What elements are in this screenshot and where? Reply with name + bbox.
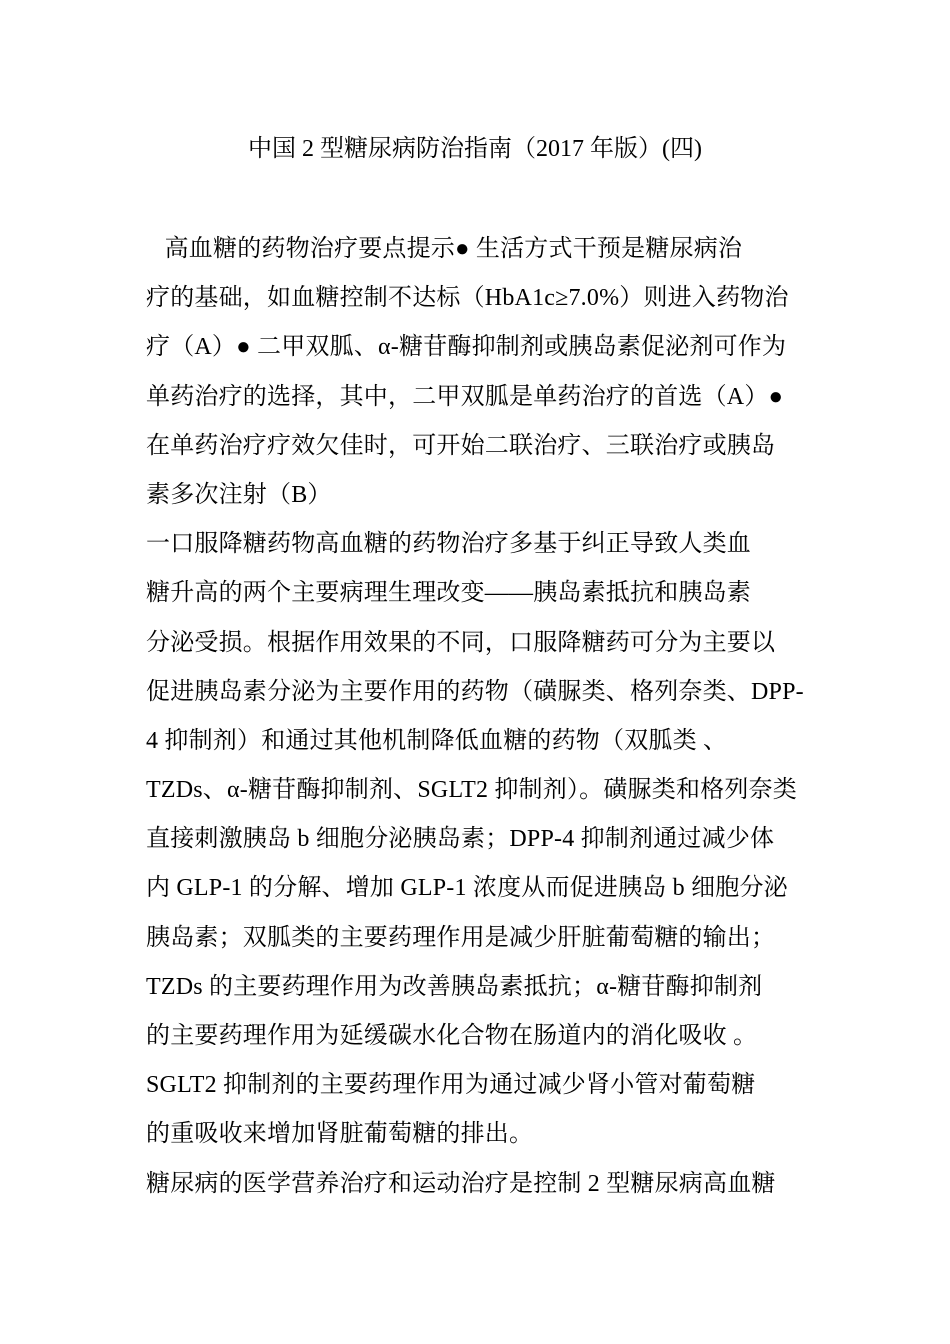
body-line: 在单药治疗疗效欠佳时，可开始二联治疗、三联治疗或胰岛	[146, 432, 776, 459]
body-line: 4 抑制剂）和通过其他机制降低血糖的药物（双胍类 、	[146, 727, 728, 754]
body-line: 糖尿病的医学营养治疗和运动治疗是控制 2 型糖尿病高血糖	[146, 1170, 776, 1197]
body-line: 高血糖的药物治疗要点提示● 生活方式干预是糖尿病治	[146, 236, 743, 262]
body-line: 一口服降糖药物高血糖的药物治疗多基于纠正导致人类血	[146, 531, 751, 558]
body-line: 分泌受损。根据作用效果的不同，口服降糖药可分为主要以	[146, 629, 776, 656]
body-line: 的主要药理作用为延缓碳水化合物在肠道内的消化吸收 。	[146, 1023, 758, 1049]
body-line: 胰岛素；双胍类的主要药理作用是减少肝脏葡萄糖的输出；	[146, 924, 776, 951]
body-line: SGLT2 抑制剂的主要药理作用为通过减少肾小管对葡萄糖	[146, 1072, 756, 1099]
body-line: 糖升高的两个主要病理生理改变——胰岛素抵抗和胰岛素	[146, 580, 751, 607]
body-line: TZDs、α-糖苷酶抑制剂、SGLT2 抑制剂）。磺脲类和格列奈类	[146, 777, 797, 804]
document-title: 中国 2 型糖尿病防治指南（2017 年版）(四)	[248, 136, 702, 162]
body-line: TZDs 的主要药理作用为改善胰岛素抵抗；α-糖苷酶抑制剂	[146, 973, 763, 1000]
document-body	[146, 232, 811, 1216]
body-line: 疗的基础，如血糖控制不达标（HbA1c≥7.0%）则进入药物治	[146, 285, 789, 312]
body-line: 促进胰岛素分泌为主要作用的药物（磺脲类、格列奈类、DPP-	[146, 678, 804, 705]
body-line: 的重吸收来增加肾脏葡萄糖的排出。	[146, 1121, 534, 1148]
body-line: 内 GLP-1 的分解、增加 GLP-1 浓度从而促进胰岛 b 细胞分泌	[146, 875, 788, 902]
body-line: 单药治疗的选择，其中，二甲双胍是单药治疗的首选（A）●	[146, 383, 784, 410]
body-line: 直接刺激胰岛 b 细胞分泌胰岛素；DPP-4 抑制剂通过减少体	[146, 826, 775, 853]
body-line: 疗（A）● 二甲双胍、α-糖苷酶抑制剂或胰岛素促泌剂可作为	[146, 334, 787, 361]
body-line: 素多次注射（B）	[146, 481, 332, 508]
